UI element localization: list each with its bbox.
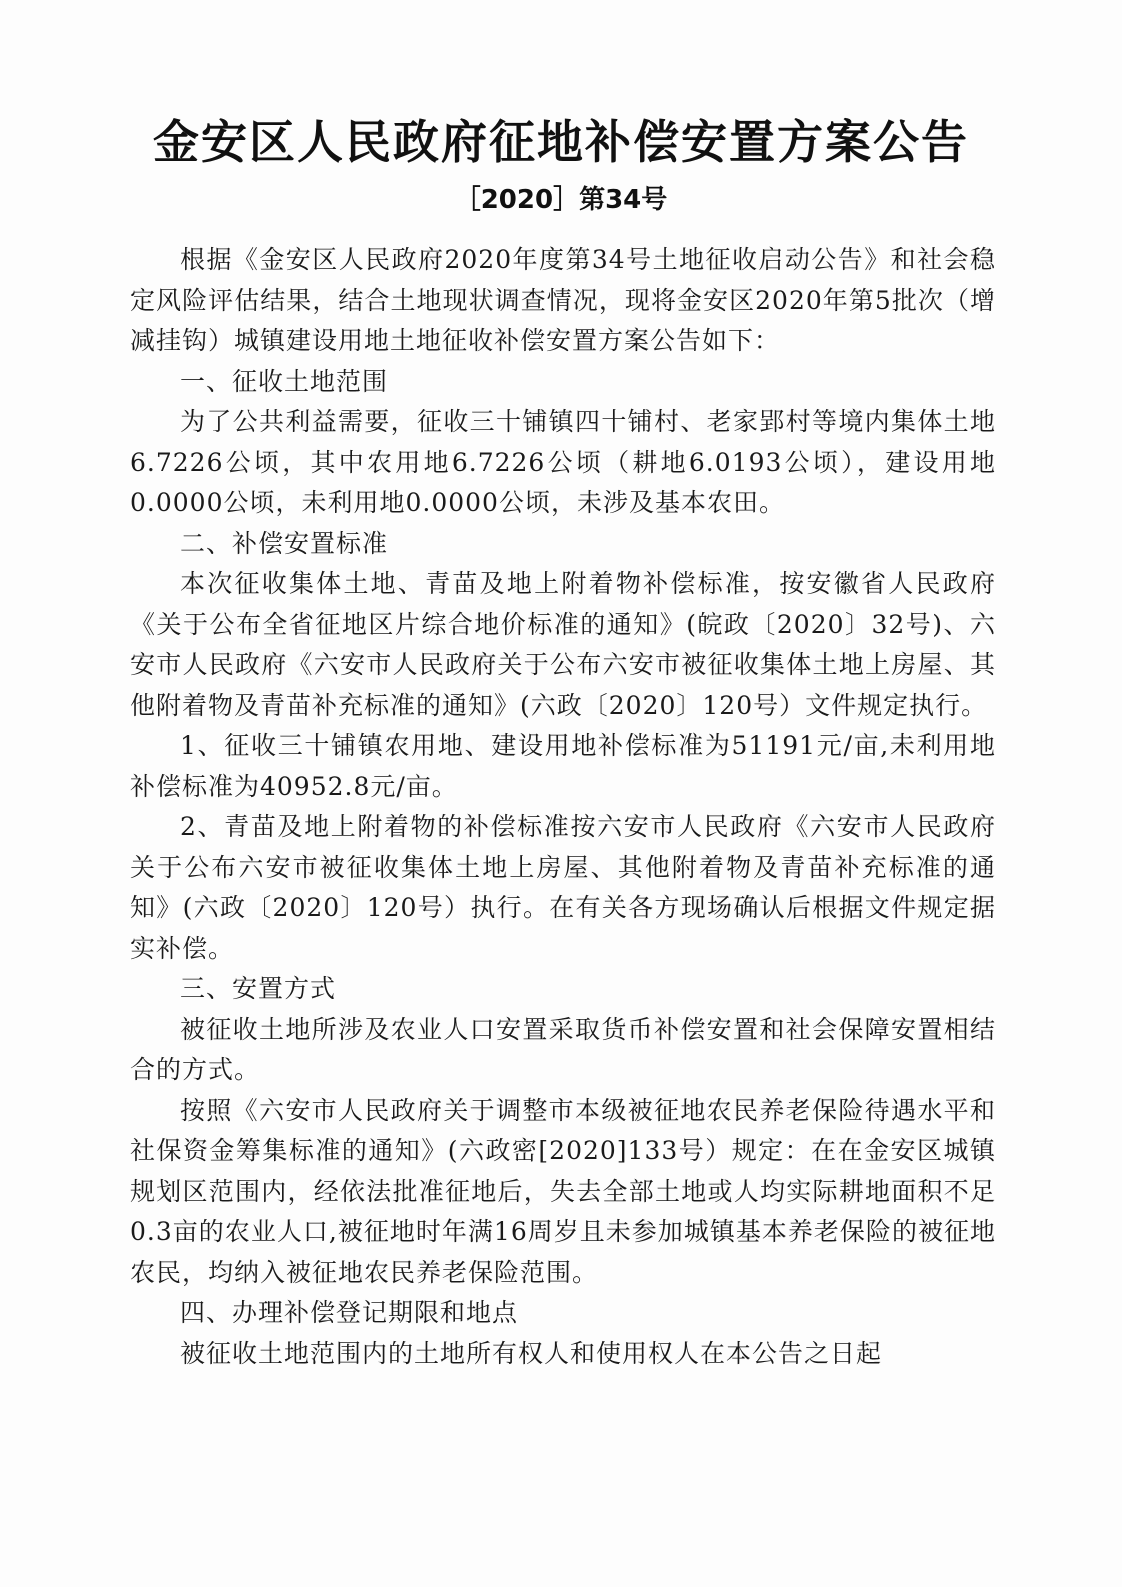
section-heading-3: 三、安置方式 xyxy=(180,974,337,1003)
document-title: 金安区人民政府征地补偿安置方案公告 xyxy=(153,115,969,169)
paragraph-standard-item-1: 1、征收三十铺镇农用地、建设用地补偿标准为51191元/亩,未利用地补偿标准为40952.8元/亩。 xyxy=(130,731,996,801)
paragraph-insurance: 按照《六安市人民政府关于调整市本级被征地农民养老保险待遇水平和社保资金筹集标准的通知》(六政密[2020]133号）规定：在在金安区城镇规划区范围内，经依法批准征地后，失去全部土地或人均实际耕地面积不足0.3亩的农业人口,被征地时年满16周岁且未参加城镇基本养老保险的被征地农民，均纳入被征地农民养老保险范围。 xyxy=(130,1095,996,1287)
paragraph-standards: 本次征收集体土地、青苗及地上附着物补偿标准，按安徽省人民政府《关于公布全省征地区片综合地价标准的通知》(皖政〔2020〕32号)、六安市人民政府《六安市人民政府关于公布六安市被征收集体土地上房屋、其他附着物及青苗补充标准的通知》(六政〔2020〕120号）文件规定执行。 xyxy=(130,569,996,720)
section-heading-2: 二、补偿安置标准 xyxy=(180,528,389,558)
paragraph-standard-item-2: 2、青苗及地上附着物的补偿标准按六安市人民政府《六安市人民政府关于公布六安市被征收集体土地上房屋、其他附着物及青苗补充标准的通知》(六政〔2020〕120号）执行。在有关各方现场确认后根据文件规定据实补偿。 xyxy=(130,812,996,963)
section-heading-4: 四、办理补偿登记期限和地点 xyxy=(180,1298,519,1327)
paragraph-land-scope: 为了公共利益需要，征收三十铺镇四十铺村、老家郢村等境内集体土地6.7226公顷，其中农用地6.7226公顷（耕地6.0193公顷），建设用地0.0000公顷，未利用地0.0000公顷，未涉及基本农田。 xyxy=(130,407,996,517)
paragraph-registration: 被征收土地范围内的土地所有权人和使用权人在本公告之日起 xyxy=(180,1338,883,1368)
section-heading-1: 一、征收土地范围 xyxy=(180,366,389,396)
document-number: ［2020］第34号 xyxy=(454,185,668,215)
paragraph-intro: 根据《金安区人民政府2020年度第34号土地征收启动公告》和社会稳定风险评估结果，结合土地现状调查情况，现将金安区2020年第5批次（增减挂钩）城镇建设用地土地征收补偿安置方案公告如下： xyxy=(130,245,996,355)
document-body xyxy=(130,240,996,1374)
paragraph-resettlement: 被征收土地所涉及农业人口安置采取货币补偿安置和社会保障安置相结合的方式。 xyxy=(130,1014,996,1084)
